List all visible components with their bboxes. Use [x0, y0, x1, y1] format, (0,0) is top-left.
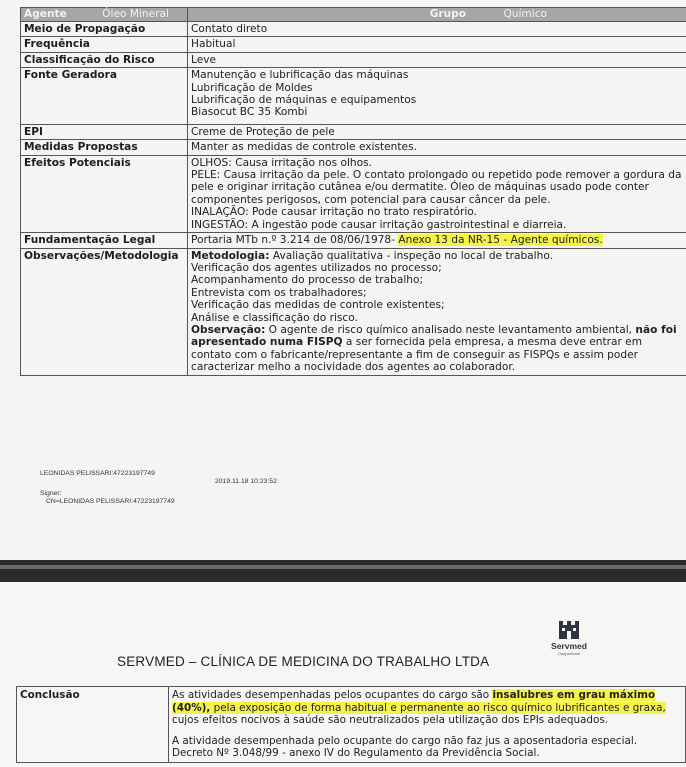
row-label: Fundamentação Legal [21, 233, 188, 248]
text-line: PELE: Causa irritação da pele. O contato prolongado ou repetido pode remover a gordura da [191, 169, 682, 182]
text-line: Análise e classificação do risco. [191, 311, 358, 324]
agent-label: Agente [24, 8, 67, 20]
row-value: Contato direto [188, 22, 686, 37]
row-label: Medidas Propostas [21, 140, 188, 155]
conclusion-table [16, 686, 686, 763]
row-value: Leve [188, 52, 686, 67]
conclusion-row [17, 687, 686, 763]
servmed-logo [542, 620, 596, 656]
conclusion-label: Conclusão [17, 687, 169, 763]
legal-basis-text: Portaria MTb n.º 3.214 de 08/06/1978- [191, 234, 395, 247]
building-icon [557, 620, 581, 640]
group-cell [188, 8, 686, 22]
row-value [188, 155, 686, 232]
highlight-separator: - [500, 234, 511, 247]
row-value: Manter as medidas de controle existentes. [188, 140, 686, 155]
row-label: Frequência [21, 37, 188, 52]
logo-subtitle: Ocupacional [557, 651, 581, 656]
text-line: INGESTÃO: A ingestão pode causar irritação gastrointestinal e diarreia. [191, 218, 567, 231]
highlight-exposure: pela exposição de forma habitual e permanente ao risco químico lubrificantes e graxa, [210, 701, 666, 714]
text-line: OLHOS: Causa irritação nos olhos. [191, 156, 372, 169]
conclusion-paragraph-1 [172, 689, 682, 727]
agent-cell [21, 8, 188, 22]
observacao-label: Observação: [191, 323, 266, 336]
row-value [188, 248, 686, 375]
text-line: componentes perigosos, com potencial para causar câncer da pele. [191, 193, 551, 206]
metodologia-label: Metodologia: [191, 249, 270, 262]
conclusion-text: As atividades desempenhadas pelos ocupantes do cargo são [172, 689, 493, 701]
row-observacoes [21, 248, 686, 375]
text-line: Entrevista com os trabalhadores; [191, 286, 367, 299]
signer-label: Signer: [40, 490, 62, 497]
conclusion-value [169, 687, 686, 763]
page-gap [0, 560, 686, 582]
observacao-bold: não foi apresentado numa FISPQ [191, 323, 677, 349]
row-fundamentacao [21, 233, 686, 248]
group-label: Grupo [429, 8, 467, 20]
row-meio [21, 22, 686, 37]
signature-datetime: 2019.11.18 10:23:52 [215, 478, 277, 485]
row-label: Efeitos Potenciais [21, 155, 188, 232]
highlight-agent: Agente químicos. [510, 234, 603, 247]
row-value: Creme de Proteção de pele [188, 124, 686, 139]
text-line: Lubrificação de Moldes [191, 81, 313, 94]
text-line: Manutenção e lubrificação das máquinas [191, 69, 409, 82]
row-label: Observações/Metodologia [21, 248, 188, 375]
page-gap-edge [0, 565, 686, 569]
row-value [188, 233, 686, 248]
text-line: Verificação dos agentes utilizados no processo; [191, 261, 442, 274]
risk-table [20, 7, 686, 376]
text-line: Biasocut BC 35 Kombi [191, 106, 308, 119]
metodologia-text: Avaliação qualitativa - inspeção no local de trabalho. [269, 249, 553, 262]
text-line: Lubrificação de máquinas e equipamentos [191, 94, 417, 107]
text-line: INALAÇÃO: Pode causar irritação no trato respiratório. [191, 206, 477, 219]
text-line: Acompanhamento do processo de trabalho; [191, 274, 424, 287]
row-label: Meio de Propagação [21, 22, 188, 37]
row-medidas [21, 140, 686, 155]
signer-cn: CN=LEONIDAS PELISSARI:47223197749 [46, 498, 175, 505]
observacao-paragraph [191, 324, 684, 374]
row-value [188, 68, 686, 125]
highlight-annex: Anexo 13 da NR-15 [398, 234, 501, 247]
row-fonte [21, 68, 686, 125]
signature-name: LEONIDAS PELISSARI:47223197749 [40, 470, 155, 477]
row-classificacao [21, 52, 686, 67]
highlight-insalubre: insalubres em grau máximo (40%), [172, 689, 656, 714]
row-epi [21, 124, 686, 139]
row-frequencia [21, 37, 686, 52]
observacao-text: a ser fornecida pela empresa, a mesma deve entrar em contato com o fabricante/representante a fim de conseguir as FISPQs e assim poder caracterizar melho a nocividade dos agentes ao colaborador. [191, 336, 643, 374]
logo-text: Servmed [551, 641, 587, 651]
group-value: Químico [503, 8, 548, 20]
conclusion-paragraph-2 [172, 735, 682, 760]
agent-value: Óleo Mineral [102, 8, 169, 20]
conclusion-text: cujos efeitos nocivos à saúde são neutralizados pela utilização dos EPIs adequados. [172, 714, 609, 727]
clinic-title: SERVMED – CLÍNICA DE MEDICINA DO TRABALHO LTDA [117, 654, 490, 669]
row-label: EPI [21, 124, 188, 139]
risk-table-header [21, 8, 686, 22]
row-label: Fonte Geradora [21, 68, 188, 125]
text-line: Decreto Nº 3.048/99 - anexo IV do Regulamento da Previdência Social. [172, 747, 540, 760]
row-label: Classificação do Risco [21, 52, 188, 67]
row-value: Habitual [188, 37, 686, 52]
text-line: A atividade desempenhada pelo ocupante do cargo não faz jus a aposentadoria especial. [172, 734, 638, 747]
row-efeitos [21, 155, 686, 232]
observacao-text: O agente de risco químico analisado neste levantamento ambiental, [265, 323, 636, 336]
text-line: Verificação das medidas de controle existentes; [191, 299, 445, 312]
text-line [191, 250, 684, 262]
text-line: pele e originar irritação cutânea e/ou dermatite. Óleo de máquinas usado pode conter [191, 181, 649, 194]
